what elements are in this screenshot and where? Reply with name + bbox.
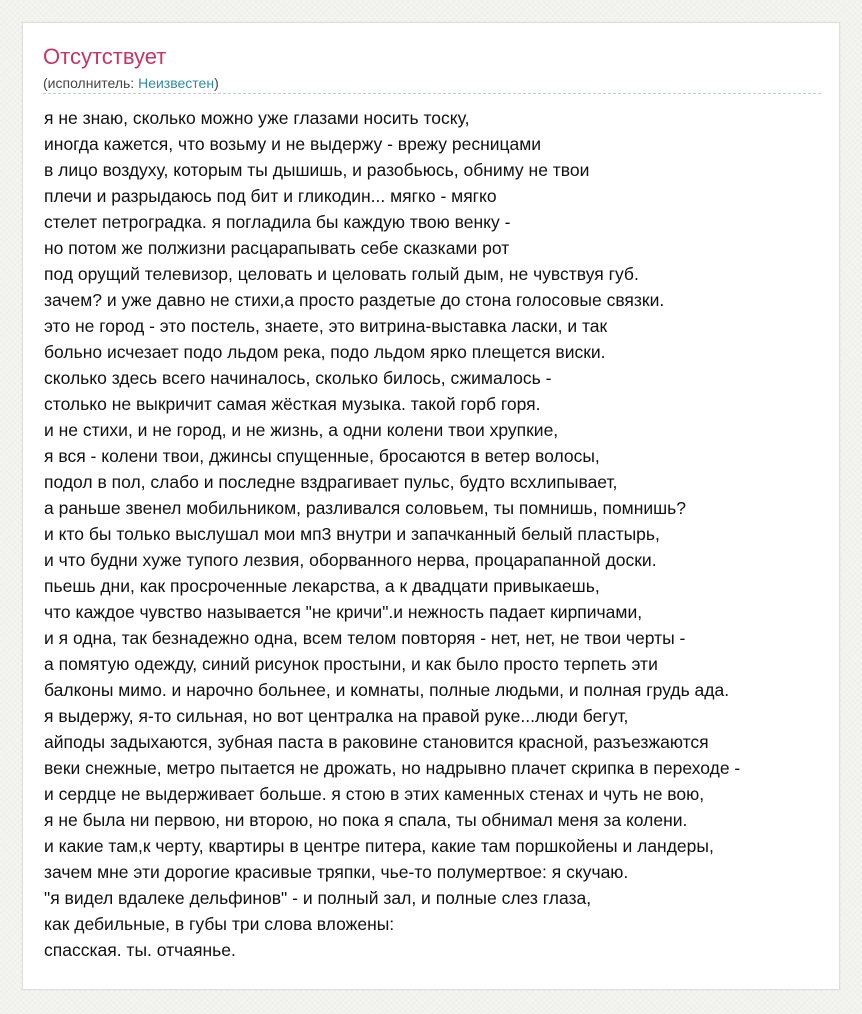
lyric-line: стелет петроградка. я погладила бы каждую твою венку - [44,212,511,232]
lyrics-card [22,22,840,990]
lyric-line: как дебильные, в губы три слова вложены: [44,914,395,934]
title-divider [43,93,821,94]
artist-line [43,74,219,92]
lyric-line: и не стихи, и не город, и не жизнь, а одни колени твои хрупкие, [44,420,559,440]
lyric-line: сколько здесь всего начиналось, сколько билось, сжималось - [44,368,552,388]
lyric-line: и кто бы только выслушал мои мп3 внутри и запачканный белый пластырь, [44,524,660,544]
lyrics-text [44,105,740,963]
lyric-line: и сердце не выдерживает больше. я стою в этих каменных стенах и чуть не вою, [44,784,705,804]
artist-suffix: ) [214,75,219,91]
lyric-line: под орущий телевизор, целовать и целовать голый дым, не чувствуя губ. [44,264,639,284]
lyric-line: плечи и разрыдаюсь под бит и гликодин... мягко - мягко [44,186,497,206]
lyric-line: а помятую одежду, синий рисунок простыни, и как было просто терпеть эти [44,654,658,674]
song-title: Отсутствует [43,44,167,69]
lyric-line: зачем мне эти дорогие красивые тряпки, чье-то полумертвое: я скучаю. [44,862,629,882]
lyric-line: а раньше звенел мобильником, разливался соловьем, ты помнишь, помнишь? [44,498,687,518]
lyric-line: я вся - колени твои, джинсы спущенные, бросаются в ветер волосы, [44,446,600,466]
lyric-line: и что будни хуже тупого лезвия, оборванного нерва, процарапанной доски. [44,550,657,570]
lyric-line: и какие там,к черту, квартиры в центре питера, какие там поршкойены и ландеры, [44,836,714,856]
artist-prefix: (исполнитель: [43,75,139,91]
lyric-line: столько не выкричит самая жёсткая музыка. такой горб горя. [44,394,541,414]
lyric-line: пьешь дни, как просроченные лекарства, а к двадцати привыкаешь, [44,576,600,596]
lyric-line: зачем? и уже давно не стихи,а просто раздетые до стона голосовые связки. [44,290,665,310]
lyric-line: что каждое чувство называется "не кричи".и нежность падает кирпичами, [44,602,643,622]
lyric-line: в лицо воздуху, которым ты дышишь, и разобьюсь, обниму не твои [44,160,590,180]
lyric-line: но потом же полжизни расцарапывать себе сказками рот [44,238,510,258]
artist-link[interactable]: Неизвестен [138,75,215,91]
lyric-line: я не была ни первою, ни второю, но пока я спала, ты обнимал меня за колени. [44,810,688,830]
lyric-line: подол в пол, слабо и последне вздрагивает пульс, будто всхлипывает, [44,472,618,492]
lyric-line: "я видел вдалеке дельфинов" - и полный зал, и полные слез глаза, [44,888,592,908]
lyric-line: иногда кажется, что возьму и не выдержу - врежу ресницами [44,134,542,154]
lyric-line: больно исчезает подо льдом река, подо льдом ярко плещется виски. [44,342,606,362]
lyric-line: балконы мимо. и нарочно больнее, и комнаты, полные людьми, и полная грудь ада. [44,680,730,700]
lyric-line: спасская. ты. отчаянье. [44,940,236,960]
lyric-line: и я одна, так безнадежно одна, всем телом повторяя - нет, нет, не твои черты - [44,628,686,648]
lyric-line: я не знаю, сколько можно уже глазами носить тоску, [44,108,470,128]
lyric-line: я выдержу, я-то сильная, но вот централка на правой руке...люди бегут, [44,706,629,726]
lyric-line: веки снежные, метро пытается не дрожать, но надрывно плачет скрипка в переходе - [44,758,741,778]
lyric-line: это не город - это постель, знаете, это витрина-выставка ласки, и так [44,316,608,336]
lyric-line: айподы задыхаются, зубная паста в раковине становится красной, разъезжаются [44,732,709,752]
